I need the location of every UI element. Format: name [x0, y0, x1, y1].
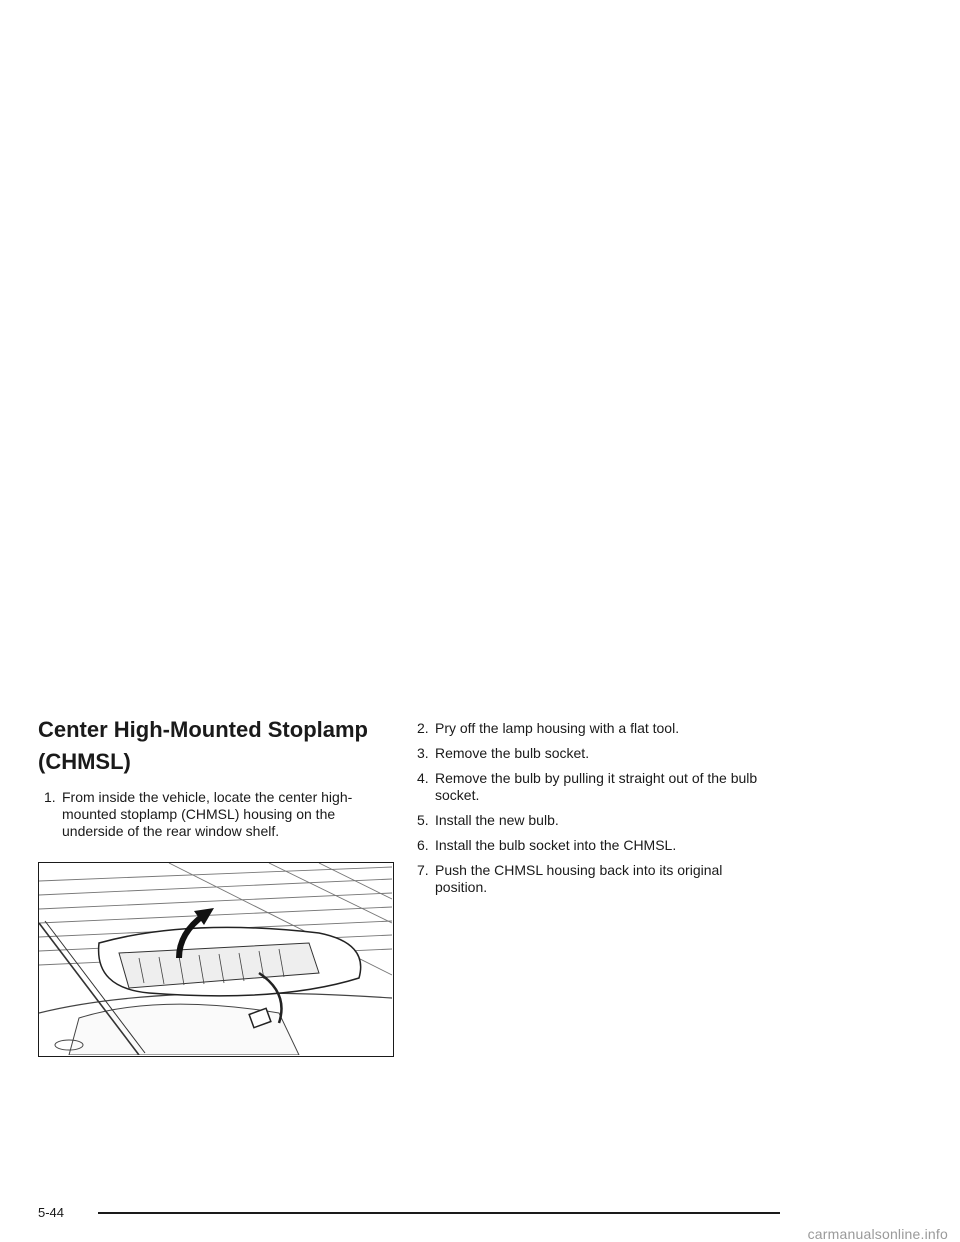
step-text: From inside the vehicle, locate the center high-mounted stoplamp (CHMSL) housing on the underside of the rear window shelf.: [62, 789, 353, 839]
step-item: [413, 770, 773, 804]
watermark: carmanualsonline.info: [807, 1226, 948, 1242]
step-item: [40, 789, 392, 840]
instruction-steps-left: [40, 789, 392, 848]
step-text: Install the bulb socket into the CHMSL.: [435, 837, 677, 853]
page-number: 5-44: [38, 1205, 65, 1220]
step-item: [413, 837, 773, 854]
footer-rule: [98, 1212, 780, 1214]
instruction-steps-right: [413, 720, 773, 904]
step-text: Install the new bulb.: [435, 812, 559, 828]
step-item: [413, 720, 773, 737]
step-item: [413, 862, 773, 896]
step-text: Pry off the lamp housing with a flat tool.: [435, 720, 680, 736]
section-title-line2: (CHMSL): [38, 749, 131, 774]
step-number: 3.: [417, 745, 429, 761]
step-number: 6.: [417, 837, 429, 853]
chmsl-illustration: [38, 862, 394, 1057]
section-title-line1: Center High-Mounted Stoplamp: [38, 717, 368, 742]
step-number: 1.: [44, 789, 56, 805]
step-text: Remove the bulb by pulling it straight out of the bulb socket.: [435, 770, 758, 803]
step-item: [413, 812, 773, 829]
step-text: Push the CHMSL housing back into its original position.: [435, 862, 723, 895]
step-number: 5.: [417, 812, 429, 828]
step-text: Remove the bulb socket.: [435, 745, 590, 761]
step-item: [413, 745, 773, 762]
step-number: 4.: [417, 770, 429, 786]
section-title: [38, 714, 398, 778]
step-number: 2.: [417, 720, 429, 736]
step-number: 7.: [417, 862, 429, 878]
